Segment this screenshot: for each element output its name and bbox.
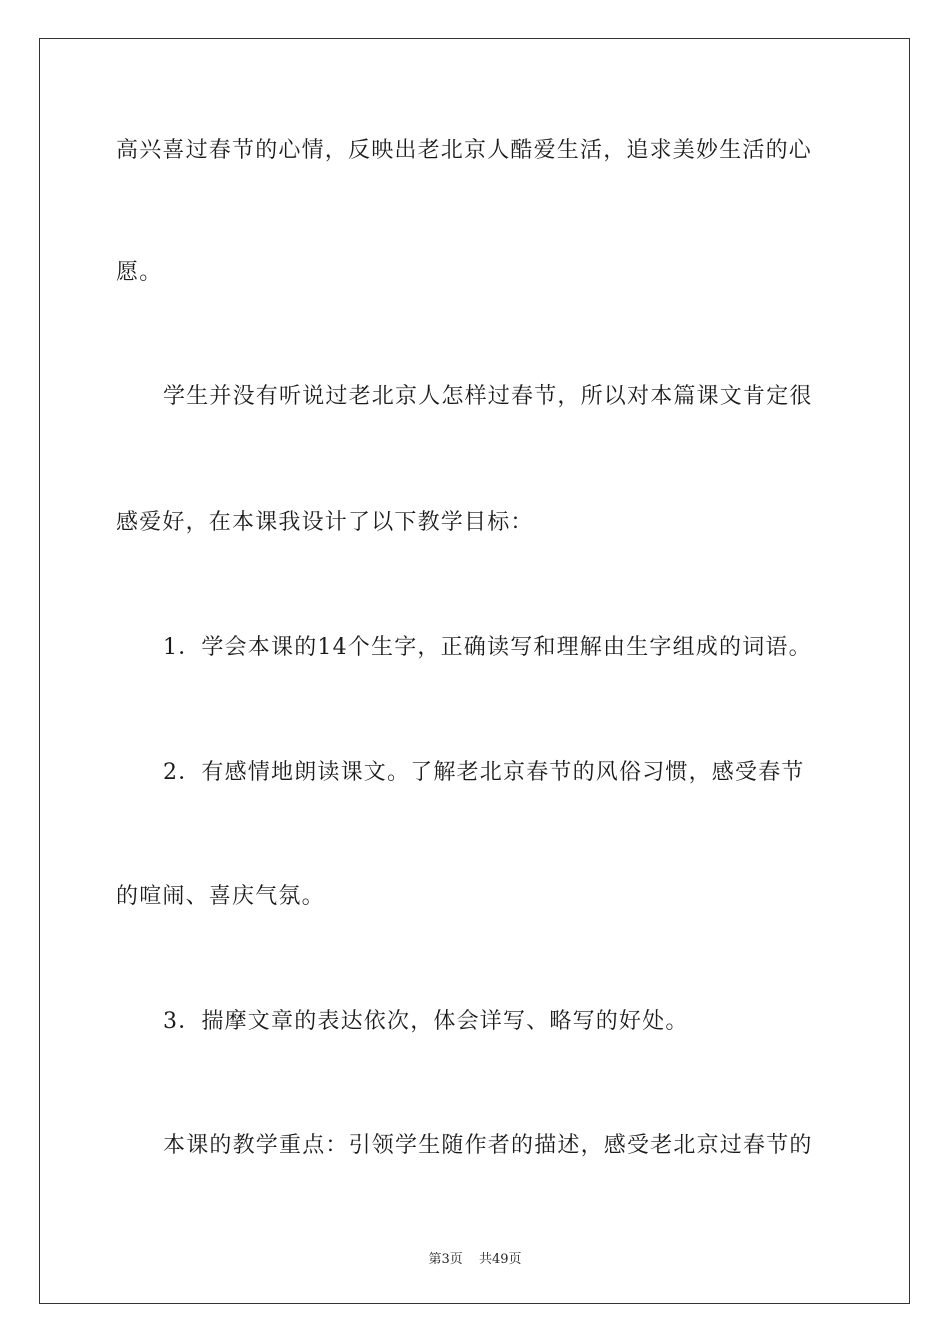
- text-line-7: 的喧闹、喜庆气氛。: [116, 884, 325, 909]
- text-line-1: 高兴喜过春节的心情，反映出老北京人酷爱生活，追求美妙生活的心: [116, 138, 813, 163]
- text-line-9: 本课的教学重点：引领学生随作者的描述，感受老北京过春节的: [163, 1133, 813, 1158]
- page-border: [39, 38, 910, 1304]
- text-line-4: 感爱好，在本课我设计了以下教学目标：: [116, 510, 534, 535]
- text-line-3: 学生并没有听说过老北京人怎样过春节，所以对本篇课文肯定很: [163, 384, 813, 409]
- total-pages: 共49页: [478, 1252, 522, 1267]
- page-footer: [0, 1248, 950, 1267]
- page-number: 第3页: [428, 1252, 463, 1267]
- text-line-2: 愿。: [116, 260, 163, 285]
- text-line-5: 1．学会本课的14个生字，正确读写和理解由生字组成的词语。: [163, 635, 812, 660]
- text-line-8: 3．揣摩文章的表达依次，体会详写、略写的好处。: [163, 1009, 689, 1034]
- text-line-6: 2．有感情地朗读课文。了解老北京春节的风俗习惯，感受春节: [163, 760, 805, 785]
